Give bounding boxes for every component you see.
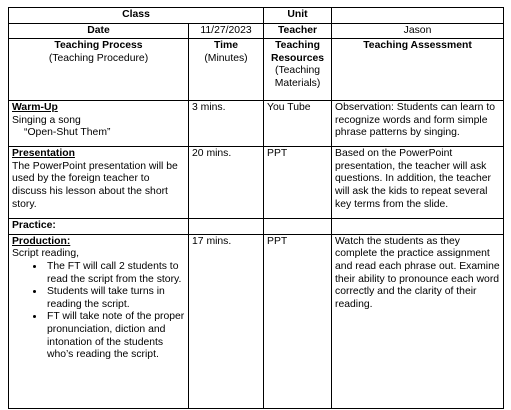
date-value: 11/27/2023 bbox=[189, 23, 264, 39]
warmup-process bbox=[9, 101, 189, 147]
warmup-line1: Singing a song bbox=[12, 114, 81, 126]
date-row bbox=[9, 23, 504, 39]
production-bullet: • FT will take note of the proper pronunciation, diction and intonation of the students who’s reading the script. bbox=[45, 311, 185, 361]
warmup-line2: “Open-Shut Them” bbox=[24, 127, 111, 139]
production-bullet: • The FT will call 2 students to read the script from the story. bbox=[45, 261, 185, 286]
production-assessment: Watch the students as they complete the practice assignment and read each phrase out. Examine their ability to pronounce each word correctly and the clarity of their reading. bbox=[332, 234, 504, 408]
header-row bbox=[9, 39, 504, 101]
unit-label: Unit bbox=[264, 8, 332, 24]
practice-title: Practice: bbox=[9, 219, 189, 235]
presentation-process bbox=[9, 147, 189, 219]
class-row bbox=[9, 8, 504, 24]
class-label: Class bbox=[9, 8, 264, 24]
production-time: 17 mins. bbox=[189, 234, 264, 408]
resources-header bbox=[264, 39, 332, 101]
presentation-resource: PPT bbox=[264, 147, 332, 219]
warmup-row bbox=[9, 101, 504, 147]
production-row bbox=[9, 234, 504, 408]
warmup-resource: You Tube bbox=[264, 101, 332, 147]
presentation-row bbox=[9, 147, 504, 219]
practice-resource bbox=[264, 219, 332, 235]
date-label: Date bbox=[9, 23, 189, 39]
process-title: Teaching Process bbox=[54, 40, 143, 52]
warmup-time: 3 mins. bbox=[189, 101, 264, 147]
teacher-label: Teacher bbox=[264, 23, 332, 39]
time-title: Time bbox=[213, 40, 239, 52]
presentation-text: The PowerPoint presentation will be used by the foreign teacher to discuss his lesson about the short story. bbox=[12, 160, 178, 210]
production-resource: PPT bbox=[264, 234, 332, 408]
resources-title: Teaching Resources bbox=[270, 40, 325, 64]
teacher-value: Jason bbox=[332, 23, 504, 39]
time-subtitle: (Minutes) bbox=[204, 52, 248, 64]
practice-time bbox=[189, 219, 264, 235]
assessment-title: Teaching Assessment bbox=[363, 40, 472, 52]
assessment-header bbox=[332, 39, 504, 101]
presentation-title: Presentation bbox=[12, 148, 75, 160]
production-process bbox=[9, 234, 189, 408]
unit-value bbox=[332, 8, 504, 24]
warmup-title: Warm-Up bbox=[12, 102, 58, 114]
process-header bbox=[9, 39, 189, 101]
production-intro: Script reading, bbox=[12, 248, 79, 260]
time-header bbox=[189, 39, 264, 101]
presentation-assessment: Based on the PowerPoint presentation, the teacher will ask questions. In addition, the teacher will ask the kids to repeat several key terms from the slide. bbox=[332, 147, 504, 219]
production-title: Production: bbox=[12, 235, 71, 247]
production-bullet: • Students will take turns in reading the script. bbox=[45, 286, 185, 311]
lesson-plan-table bbox=[8, 7, 504, 409]
presentation-time: 20 mins. bbox=[189, 147, 264, 219]
resources-subtitle: (Teaching Materials) bbox=[274, 65, 321, 89]
practice-assessment bbox=[332, 219, 504, 235]
practice-row bbox=[9, 219, 504, 235]
process-subtitle: (Teaching Procedure) bbox=[48, 52, 149, 64]
production-bullets bbox=[12, 261, 185, 362]
warmup-assessment: Observation: Students can learn to recognize words and form simple phrase patterns by singing. bbox=[332, 101, 504, 147]
